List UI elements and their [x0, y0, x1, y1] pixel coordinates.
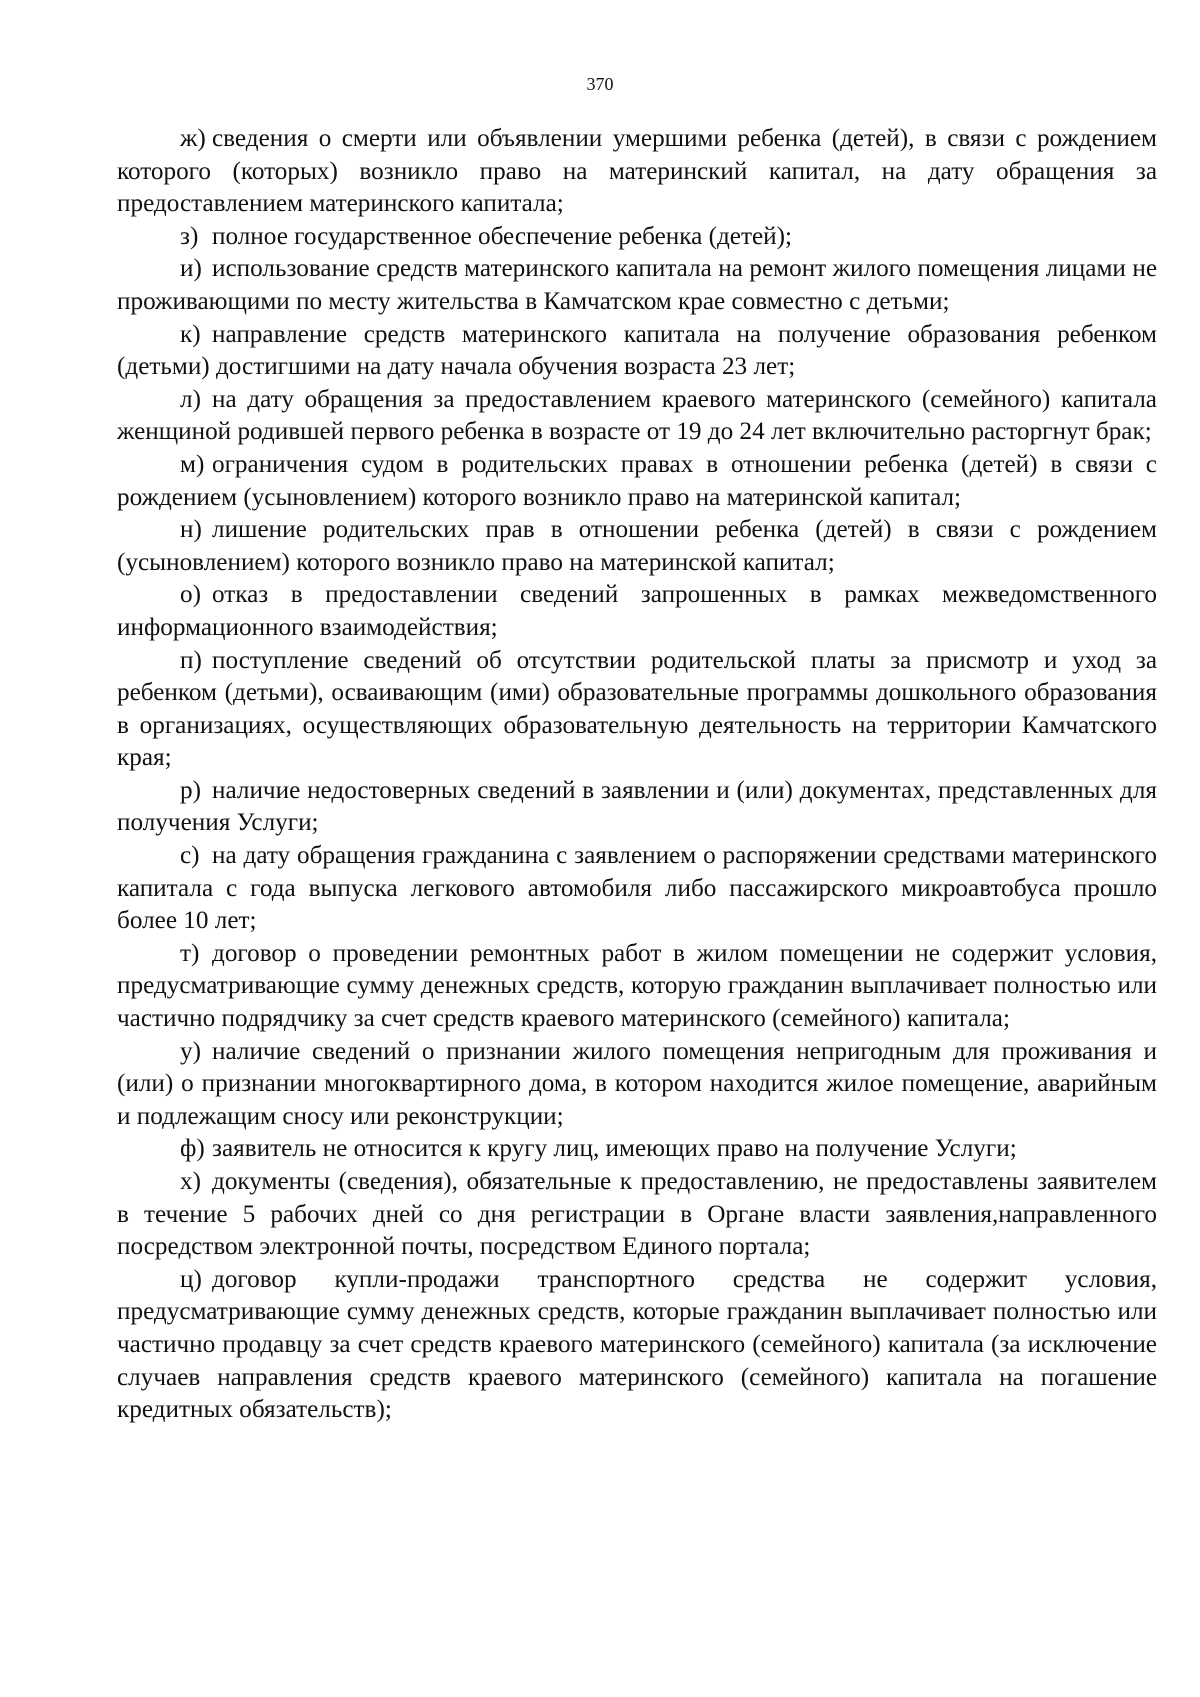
list-item-text: отказ в предоставлении сведений запрошенных в рамках межведомственного информационного взаимодействия; [117, 581, 1157, 641]
list-item-m [117, 449, 1157, 514]
list-item-text: ограничения судом в родительских правах в отношении ребенка (детей) в связи с рождением (усыновлением) которого возникло право на материнской капитал; [117, 450, 1157, 511]
list-item-zh [117, 123, 1157, 221]
list-item-text: лишение родительских прав в отношении ребенка (детей) в связи с рождением (усыновлением) которого возникло право на материнской капитал; [117, 516, 1157, 576]
list-item-z [117, 221, 1157, 254]
list-item-i [117, 253, 1157, 318]
list-item-marker: у) [180, 1037, 201, 1065]
list-item-text: заявитель не относится к кругу лиц, имеющих право на получение Услуги; [212, 1135, 1017, 1163]
list-item-marker: л) [180, 385, 201, 413]
list-item-marker: м) [180, 450, 205, 478]
list-item-t [117, 938, 1157, 1036]
list-item-marker: н) [180, 516, 202, 544]
list-item-marker: п) [180, 646, 202, 674]
list-item-text: договор о проведении ремонтных работ в жилом помещении не содержит условия, предусматривающие сумму денежных средств, которую гражданин выплачивает полностью или частично подрядчику за счет средств краевого материнского (семейного) капитала; [117, 939, 1157, 1033]
list-item-text: полное государственное обеспечение ребенка (детей); [212, 222, 793, 250]
list-item-text: направление средств материнского капитала на получение образования ребенком (детьми) достигшими на дату начала обучения возраста 23 лет; [117, 320, 1157, 381]
page-number: 370 [586, 74, 614, 94]
list-item-marker: к) [180, 320, 201, 348]
list-item-text: использование средств материнского капитала на ремонт жилого помещения лицами не проживающими по месту жительства в Камчатском крае совместно с детьми; [117, 255, 1157, 315]
list-item-p [117, 645, 1157, 775]
list-item-r [117, 775, 1157, 840]
list-item-f [117, 1133, 1157, 1166]
list-item-k [117, 319, 1157, 384]
list-item-marker: р) [180, 776, 201, 804]
list-item-text: наличие недостоверных сведений в заявлении и (или) документах, представленных для получения Услуги; [117, 776, 1157, 837]
list-item-o [117, 579, 1157, 644]
list-item-text: сведения о смерти или объявлении умершими ребенка (детей), в связи с рождением которого (которых) возникло право на материнский капитал, на дату обращения за предоставлением материнского капитала; [117, 125, 1157, 218]
list-item-kh [117, 1166, 1157, 1264]
list-item-marker: о) [180, 581, 201, 609]
list-item-u [117, 1036, 1157, 1134]
list-item-marker: с) [180, 842, 200, 870]
list-item-ts [117, 1264, 1157, 1427]
list-item-text: поступление сведений об отсутствии родительской платы за присмотр и уход за ребенком (детьми), осваивающим (ими) образовательные программы дошкольного образования в организациях, осуществляющих образовательную деятельность на территории Камчатского края; [117, 646, 1157, 772]
list-item-text: на дату обращения гражданина с заявлением о распоряжении средствами материнского капитала с года выпуска легкового автомобиля либо пассажирского микроавтобуса прошло более 10 лет; [117, 842, 1157, 935]
list-item-l [117, 384, 1157, 449]
list-item-marker: ж) [180, 125, 206, 152]
list-item-text: наличие сведений о признании жилого помещения непригодным для проживания и (или) о признании многоквартирного дома, в котором находится жилое помещение, аварийным и подлежащим сносу или реконструкции; [117, 1037, 1157, 1130]
list-item-n [117, 514, 1157, 579]
list-item-marker: з) [180, 222, 199, 250]
list-item-s [117, 840, 1157, 938]
document-body [117, 123, 1157, 1427]
list-item-text: на дату обращения за предоставлением краевого материнского (семейного) капитала женщиной родившей первого ребенка в возрасте от 19 до 24 лет включительно расторгнут брак; [117, 385, 1157, 446]
list-item-marker: и) [180, 255, 202, 283]
list-item-marker: ц) [180, 1265, 202, 1293]
list-item-marker: т) [180, 939, 200, 967]
list-item-text: документы (сведения), обязательные к предоставлению, не предоставлены заявителем в течение 5 рабочих дней со дня регистрации в Органе власти заявления,направленного посредством электронной почты, посредством Единого портала; [117, 1168, 1157, 1261]
list-item-text: договор купли-продажи транспортного средства не содержит условия, предусматривающие сумму денежных средств, которые гражданин выплачивает полностью или частично продавцу за счет средств краевого материнского (семейного) капитала (за исключение случаев направления средств краевого материнского (семейного) капитала на погашение кредитных обязательств); [117, 1265, 1157, 1424]
list-item-marker: х) [180, 1168, 201, 1195]
list-item-marker: ф) [180, 1135, 205, 1163]
